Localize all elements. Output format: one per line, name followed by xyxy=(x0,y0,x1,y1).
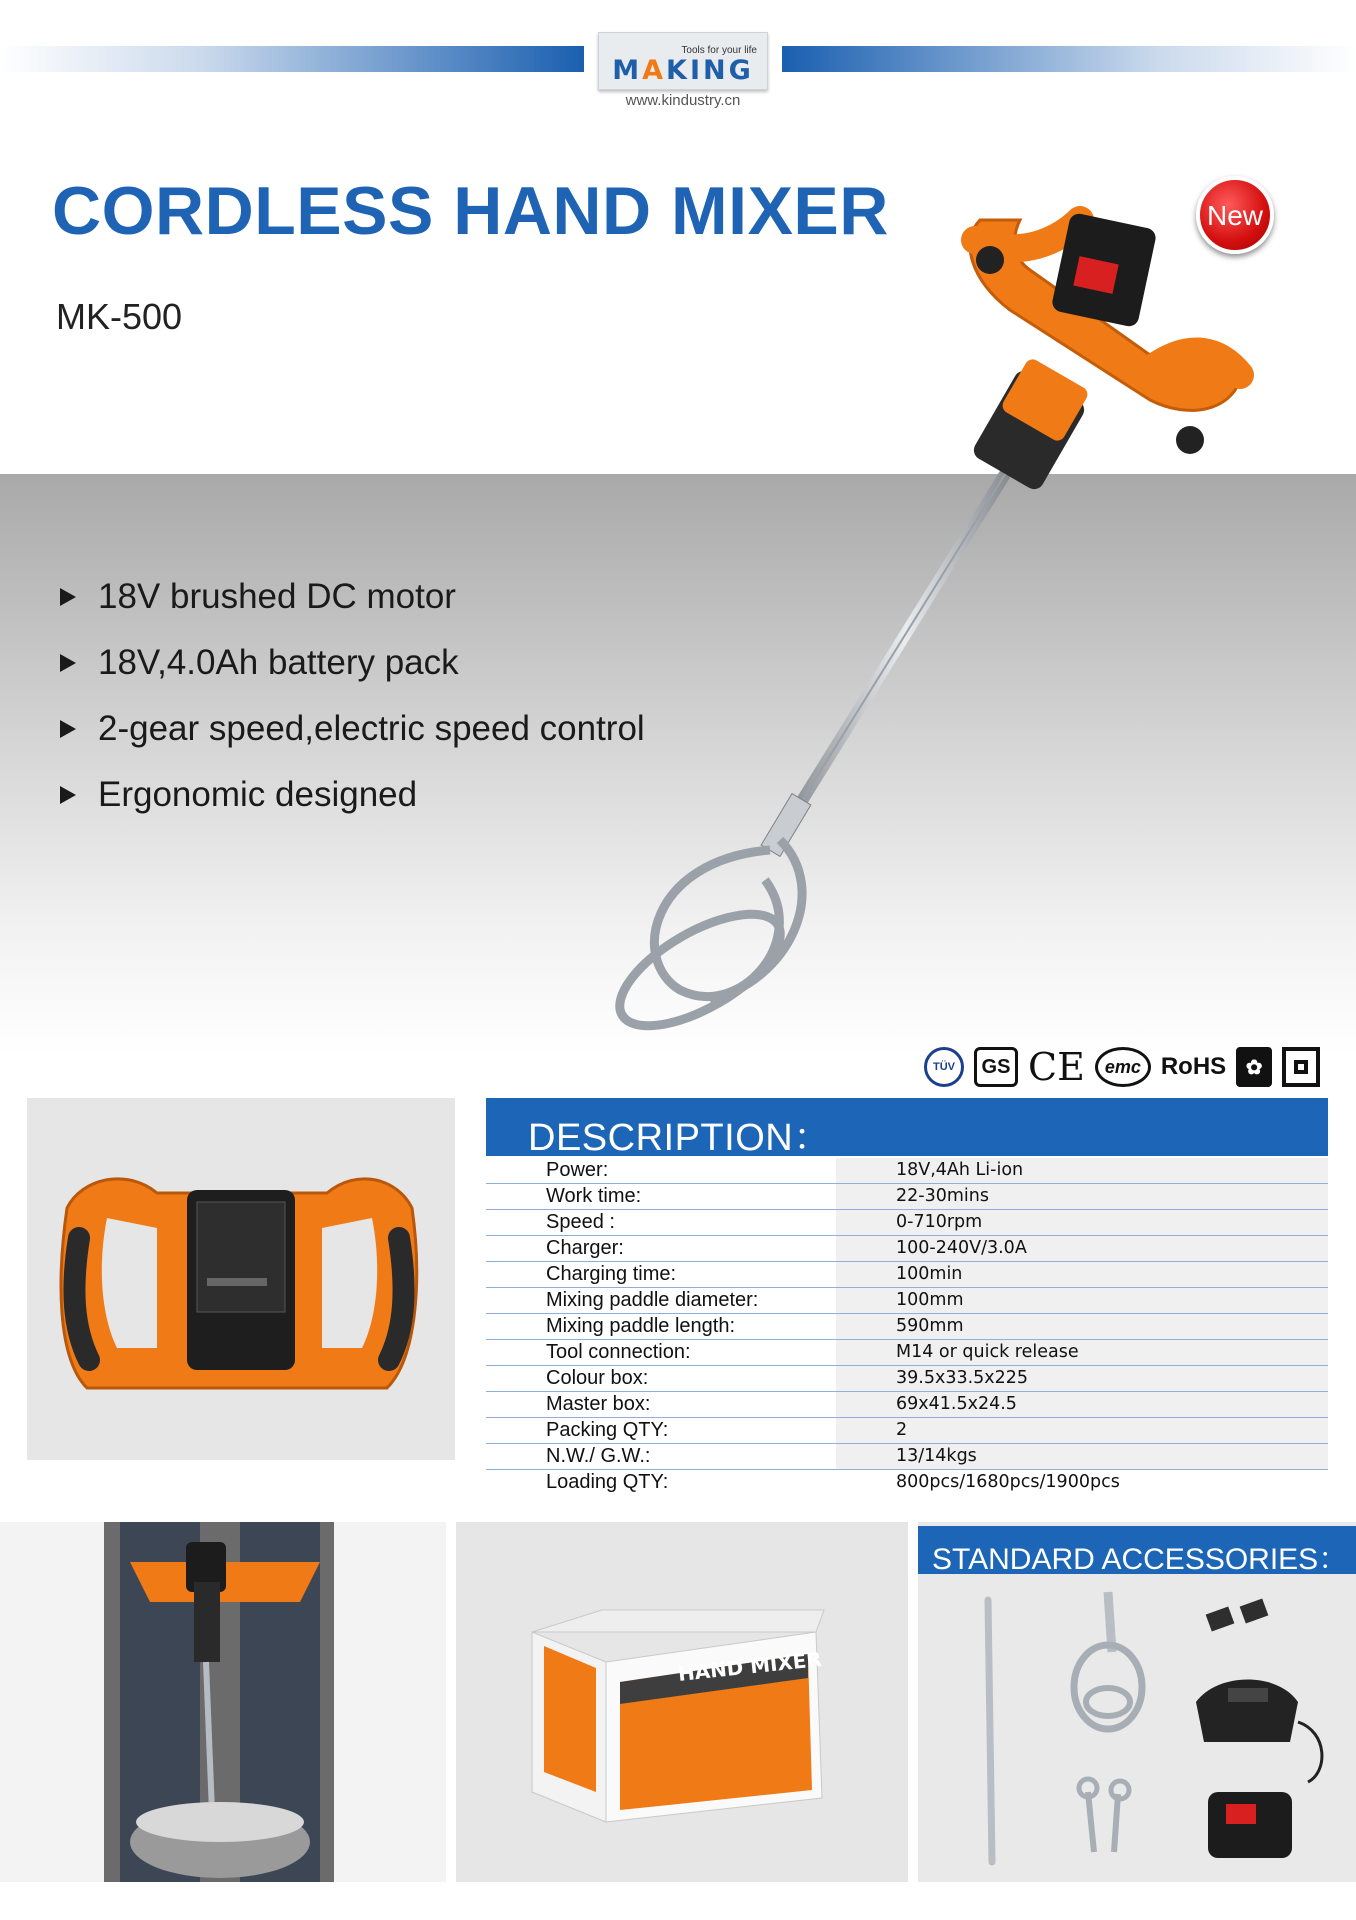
handle-photo-image xyxy=(27,1098,455,1460)
header-gradient-bar-left xyxy=(0,46,584,72)
bullet-triangle-icon xyxy=(60,786,76,804)
website-url: www.kindustry.cn xyxy=(625,92,741,109)
table-row: Tool connection: M14 or quick release xyxy=(486,1340,1328,1366)
feature-list xyxy=(60,564,645,828)
table-row: Mixing paddle length: 590mm xyxy=(486,1314,1328,1340)
worker-photo xyxy=(0,1522,446,1882)
brand-logo xyxy=(598,32,768,90)
box-label: HAND MIXER xyxy=(676,1646,823,1686)
feature-item: 18V,4.0Ah battery pack xyxy=(60,630,645,696)
table-row: Charger: 100-240V/3.0A xyxy=(486,1236,1328,1262)
description-header xyxy=(486,1098,1328,1159)
brand-name: MAKING xyxy=(612,55,754,86)
table-row: Loading QTY: 800pcs/1680pcs/1900pcs xyxy=(546,1471,1120,1493)
color-box-photo xyxy=(456,1522,908,1882)
table-row: N.W./ G.W.: 13/14kgs xyxy=(486,1444,1328,1470)
brand-tagline: Tools for your life xyxy=(681,45,757,56)
tuv-certification-icon: TÜV xyxy=(924,1047,964,1087)
spec-table xyxy=(486,1158,1328,1495)
table-row: Packing QTY: 2 xyxy=(486,1418,1328,1444)
bullet-triangle-icon xyxy=(60,654,76,672)
header-gradient-bar-right xyxy=(782,46,1356,72)
feature-item: 18V brushed DC motor xyxy=(60,564,645,630)
description-heading: DESCRIPTION： xyxy=(528,1117,832,1159)
certification-row xyxy=(924,1044,1329,1090)
ccc-certification-icon: ✿ xyxy=(1236,1047,1272,1087)
handle-photo xyxy=(27,1098,455,1460)
feature-item: 2-gear speed,electric speed control xyxy=(60,696,645,762)
ce-certification-icon: CE xyxy=(1028,1045,1085,1089)
table-row: Master box: 69x41.5x24.5 xyxy=(486,1392,1328,1418)
rohs-certification-icon: RoHS xyxy=(1160,1053,1227,1080)
table-row: Power: 18V,4Ah Li-ion xyxy=(486,1158,1328,1184)
bullet-triangle-icon xyxy=(60,588,76,606)
table-row: Speed : 0-710rpm xyxy=(486,1210,1328,1236)
table-row: Colour box: 39.5x33.5x225 xyxy=(486,1366,1328,1392)
new-badge: New xyxy=(1196,176,1274,254)
table-row: Charging time: 100min xyxy=(486,1262,1328,1288)
color-box-image xyxy=(456,1522,908,1882)
square-mark-certification-icon xyxy=(1282,1047,1320,1087)
table-row: Mixing paddle diameter: 100mm xyxy=(486,1288,1328,1314)
product-title: CORDLESS HAND MIXER xyxy=(52,173,889,249)
worker-photo-image xyxy=(0,1522,446,1882)
emc-certification-icon: emc xyxy=(1095,1047,1151,1087)
product-model: MK-500 xyxy=(56,296,183,337)
accessories-heading: STANDARD ACCESSORIES： xyxy=(932,1543,1349,1576)
bullet-triangle-icon xyxy=(60,720,76,738)
product-image-mixer xyxy=(590,200,1290,1040)
table-row: Work time: 22-30mins xyxy=(486,1184,1328,1210)
gs-certification-icon: GS xyxy=(974,1047,1018,1087)
accessories-header xyxy=(918,1526,1356,1574)
feature-item: Ergonomic designed xyxy=(60,762,645,828)
